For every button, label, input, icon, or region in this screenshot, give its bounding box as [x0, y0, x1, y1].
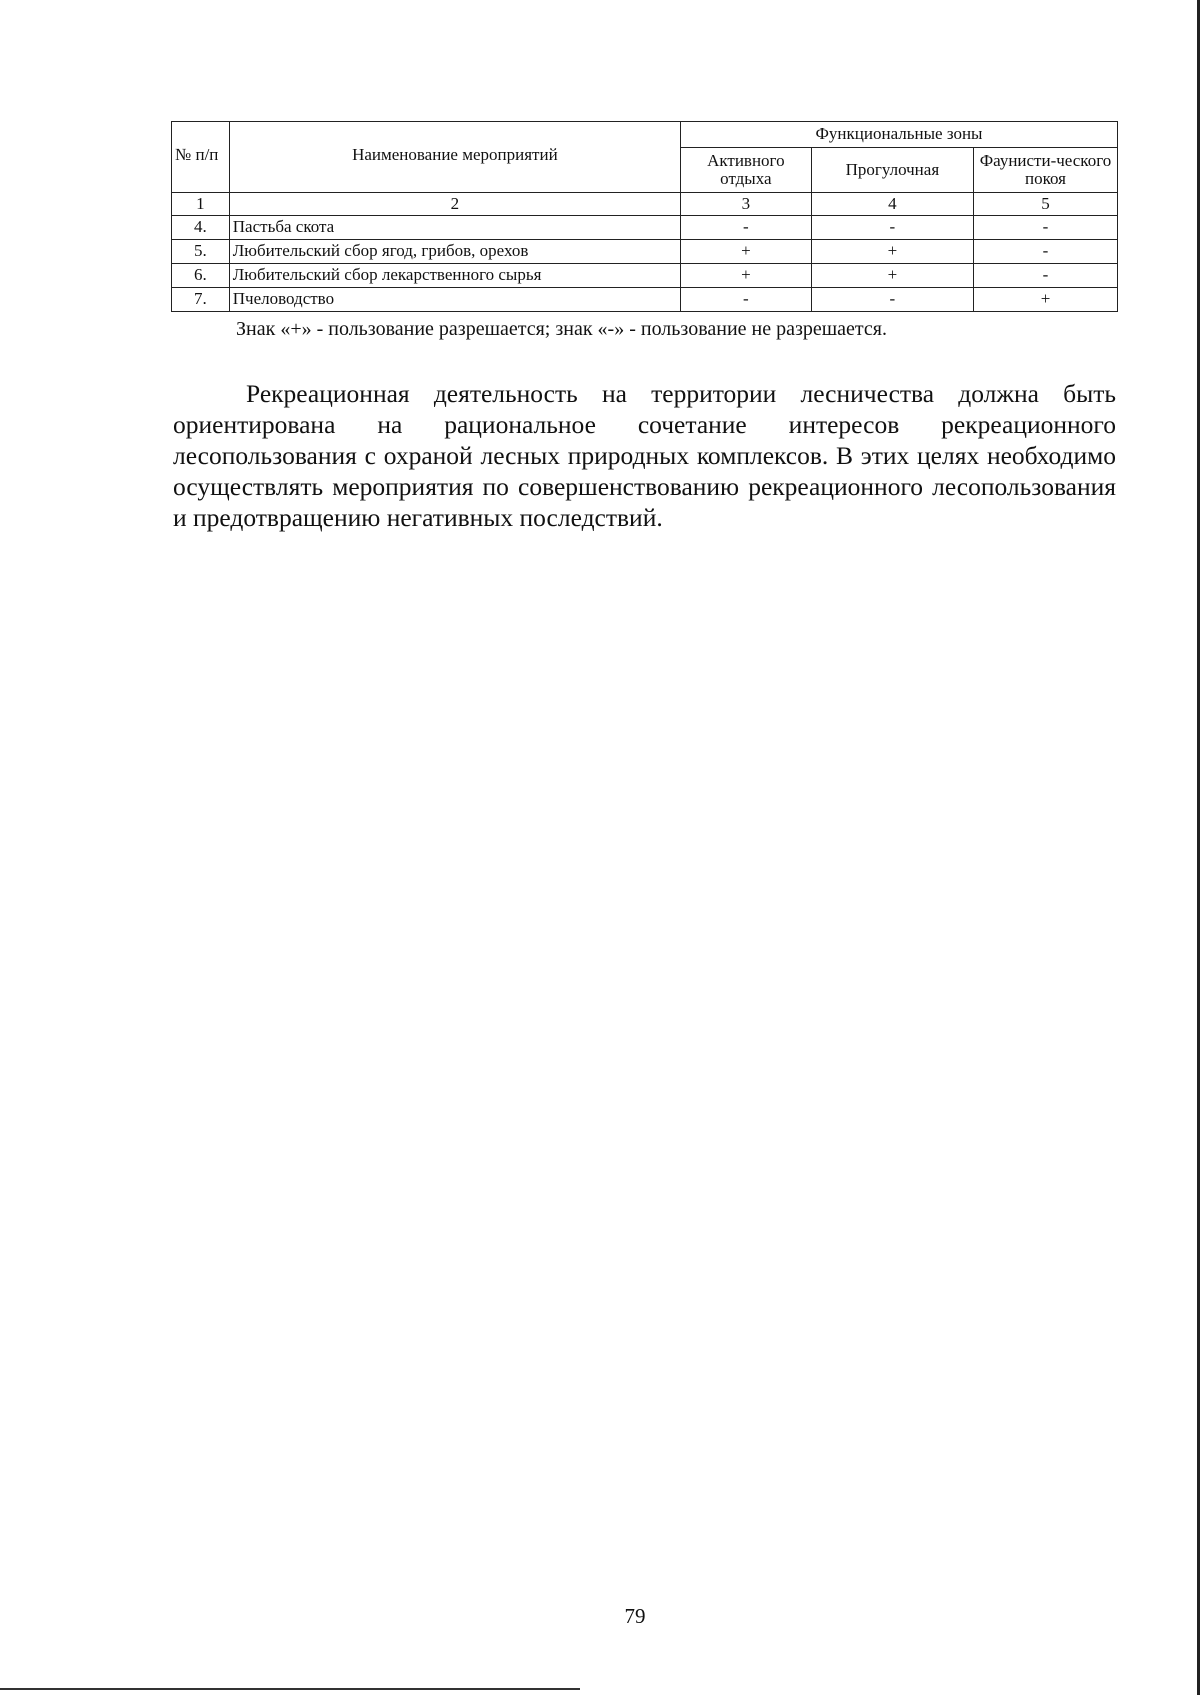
- row-mark: +: [811, 264, 973, 288]
- scan-bottom-edge: [0, 1688, 580, 1690]
- row-mark: -: [680, 216, 811, 240]
- column-index: 5: [973, 193, 1117, 216]
- header-zone-active-rest: Активного отдыха: [680, 148, 811, 193]
- row-number: 7.: [172, 288, 230, 312]
- column-index: 2: [229, 193, 680, 216]
- table-row: [172, 240, 1118, 264]
- table-row: [172, 288, 1118, 312]
- table-row: [172, 264, 1118, 288]
- table-legend: Знак «+» - пользование разрешается; знак «-» - пользование не разрешается.: [236, 318, 887, 340]
- row-mark: -: [973, 240, 1117, 264]
- row-activity-name: Любительский сбор лекарственного сырья: [229, 264, 680, 288]
- page-number: 79: [624, 1604, 646, 1628]
- row-number: 6.: [172, 264, 230, 288]
- body-paragraph: Рекреационная деятельность на территории лесничества должна быть ориентирована на рациональное сочетание интересов рекреационного лесопользования с охраной лесных природных комплексов. В этих целях необходимо осуществлять мероприятия по совершенствованию рекреационного лесопользования и предотвращению негативных последствий.: [173, 379, 1116, 532]
- row-activity-name: Пастьба скота: [229, 216, 680, 240]
- row-mark: -: [680, 288, 811, 312]
- column-index: 3: [680, 193, 811, 216]
- row-mark: -: [811, 216, 973, 240]
- row-mark: +: [680, 264, 811, 288]
- row-number: 4.: [172, 216, 230, 240]
- column-index: 1: [172, 193, 230, 216]
- header-number: № п/п: [172, 122, 230, 193]
- row-mark: -: [973, 264, 1117, 288]
- functional-zones-table: [171, 121, 1118, 312]
- table-row: [172, 216, 1118, 240]
- row-mark: +: [680, 240, 811, 264]
- row-mark: -: [973, 216, 1117, 240]
- header-functional-zones: Функциональные зоны: [680, 122, 1117, 148]
- header-zone-walking: Прогулочная: [811, 148, 973, 193]
- row-mark: -: [811, 288, 973, 312]
- row-activity-name: Пчеловодство: [229, 288, 680, 312]
- column-index-row: [172, 193, 1118, 216]
- column-index: 4: [811, 193, 973, 216]
- header-zone-faunistic-rest: Фаунисти-ческого покоя: [973, 148, 1117, 193]
- row-mark: +: [811, 240, 973, 264]
- row-mark: +: [973, 288, 1117, 312]
- row-number: 5.: [172, 240, 230, 264]
- row-activity-name: Любительский сбор ягод, грибов, орехов: [229, 240, 680, 264]
- header-activity-name: Наименование мероприятий: [229, 122, 680, 193]
